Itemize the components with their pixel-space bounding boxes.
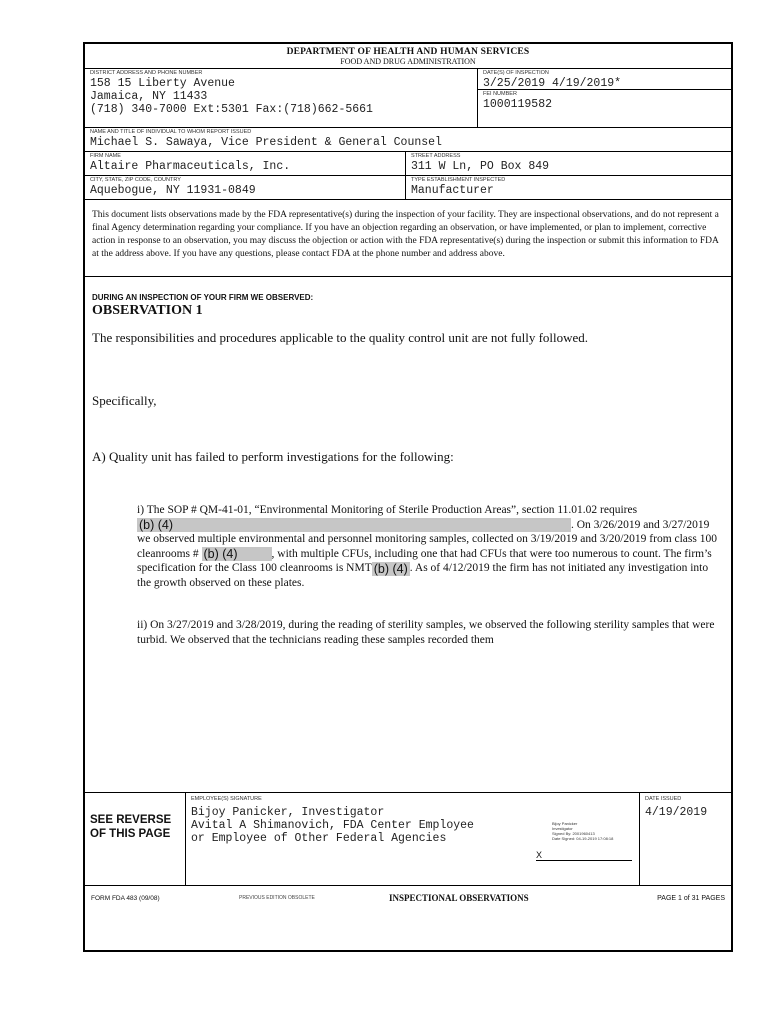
fei-value: 1000119582 xyxy=(483,98,553,111)
esig-date: Date Signed: 04-19-2019 17:08:18 xyxy=(552,836,614,841)
form-footer xyxy=(85,886,731,910)
street-value: 311 W Ln, PO Box 849 xyxy=(411,160,550,173)
district-line-3: (718) 340-7000 Ext:5301 Fax:(718)662-5661 xyxy=(90,103,373,116)
inspectional-observations-title: INSPECTIONAL OBSERVATIONS xyxy=(389,893,529,903)
fei-label: FEI NUMBER xyxy=(483,91,517,97)
establishment-label: TYPE ESTABLISHMENT INSPECTED xyxy=(411,177,506,183)
city-row xyxy=(85,176,731,200)
district-address-cell xyxy=(85,69,477,127)
item-ii-paragraph: ii) On 3/27/2019 and 3/28/2019, during the reading of sterility samples, we observed the following sterility samples that were turbid. We observed that the technicians reading these samples recorded them xyxy=(137,619,715,646)
employee-signature-label: EMPLOYEE(S) SIGNATURE xyxy=(191,796,262,802)
fda-483-form xyxy=(83,42,733,952)
item-i-text-2: . On 3/26/2019 and 3/27/2019 we observed multiple environmental and personnel monitoring samples, collected on 3/19/2019 and 3/20/2019 from class 100 cleanrooms # xyxy=(137,518,717,560)
item-a-text: A) Quality unit has failed to perform investigations for the following: xyxy=(92,449,454,464)
item-i-text-1: i) The SOP # QM-41-01, “Environmental Monitoring of Sterile Production Areas”, section 11.01.02 requires xyxy=(137,504,638,516)
street-label: STREET ADDRESS xyxy=(411,153,461,159)
specifically-text: Specifically, xyxy=(92,393,157,408)
employee-3: or Employee of Other Federal Agencies xyxy=(191,832,447,845)
inspection-dates-value: 3/25/2019 4/19/2019* xyxy=(483,77,622,90)
form-number: FORM FDA 483 (09/08) xyxy=(91,894,160,902)
employee-1: Bijoy Panicker, Investigator xyxy=(191,806,385,819)
date-issued-cell xyxy=(639,793,731,885)
district-line-1: 158 15 Liberty Avenue xyxy=(90,77,235,90)
addressee-value: Michael S. Sawaya, Vice President & General Counsel xyxy=(90,136,442,149)
dates-fei-cell xyxy=(477,69,731,127)
city-label: CITY, STATE, ZIP CODE, COUNTRY xyxy=(90,177,181,183)
esig-signed-by: Signed By: 2001960413 xyxy=(552,831,595,836)
date-issued-label: DATE ISSUED xyxy=(645,796,682,802)
inspection-dates-box xyxy=(478,69,731,90)
addressee-label: NAME AND TITLE OF INDIVIDUAL TO WHOM REPORT ISSUED xyxy=(90,129,252,135)
inspection-notice: This document lists observations made by the FDA representative(s) during the inspection of your facility. They are inspectional observations, and do not represent a final Agency determination regarding your compliance. If you have an objection regarding an observation, or have implemented, or plan to implement, corrective action in response to an observation, you may discuss the objection or action with the FDA representative(s) during the inspection or submit this information to FDA at the address above. If you have any questions, please contact FDA at the phone number and address above. xyxy=(85,200,731,277)
see-reverse-label: SEE REVERSE OF THIS PAGE xyxy=(90,814,172,840)
firm-cell xyxy=(85,152,405,175)
item-i-text-3: , with multiple CFUs, including one that had CFUs that were too numerous to count. The firm’s specification for the Class 100 cleanrooms is NMT xyxy=(137,547,712,574)
establishment-value: Manufacturer xyxy=(411,184,494,197)
agency-title: FOOD AND DRUG ADMINISTRATION xyxy=(340,57,476,66)
district-row xyxy=(85,69,731,128)
street-cell xyxy=(405,152,731,175)
previous-edition-note: PREVIOUS EDITION OBSOLETE xyxy=(239,895,315,901)
addressee-cell xyxy=(85,128,731,151)
during-inspection-heading: DURING AN INSPECTION OF YOUR FIRM WE OBSERVED: xyxy=(92,293,314,302)
signature-x-mark: X xyxy=(536,850,543,860)
firm-value: Altaire Pharmaceuticals, Inc. xyxy=(90,160,291,173)
esig-role: Investigator xyxy=(552,826,573,831)
signature-section xyxy=(85,793,731,886)
establishment-cell xyxy=(405,176,731,199)
signature-line xyxy=(536,851,632,861)
date-issued-value: 4/19/2019 xyxy=(645,806,708,819)
department-title: DEPARTMENT OF HEALTH AND HUMAN SERVICES xyxy=(286,47,530,57)
observation-summary: The responsibilities and procedures applicable to the quality control unit are not fully followed. xyxy=(92,330,589,345)
firm-row xyxy=(85,152,731,176)
form-header xyxy=(85,44,731,69)
observations-section xyxy=(85,277,731,793)
employee-signature-cell xyxy=(185,793,639,885)
page-number: PAGE 1 of 31 PAGES xyxy=(657,894,725,902)
city-value: Aquebogue, NY 11931-0849 xyxy=(90,184,256,197)
redaction-block: (b) (4) xyxy=(137,518,571,532)
addressee-row xyxy=(85,128,731,152)
fei-box xyxy=(478,90,731,113)
redaction-block: (b) (4) xyxy=(373,561,408,576)
district-label: DISTRICT ADDRESS AND PHONE NUMBER xyxy=(90,70,203,76)
employee-2: Avital A Shimanovich, FDA Center Employee xyxy=(191,819,474,832)
item-i-paragraph xyxy=(92,503,724,590)
item-i-text-4: . As of 4/12/2019 the firm has not initiated any investigation into the growth observed on these plates. xyxy=(137,562,709,589)
district-line-2: Jamaica, NY 11433 xyxy=(90,90,208,103)
redaction-block: (b) (4) xyxy=(202,547,272,561)
esig-name: Bijoy Panicker xyxy=(552,821,578,826)
observation-title: OBSERVATION 1 xyxy=(92,303,203,318)
inspection-dates-label: DATE(S) OF INSPECTION xyxy=(483,70,549,76)
city-cell xyxy=(85,176,405,199)
firm-label: FIRM NAME xyxy=(90,153,121,159)
